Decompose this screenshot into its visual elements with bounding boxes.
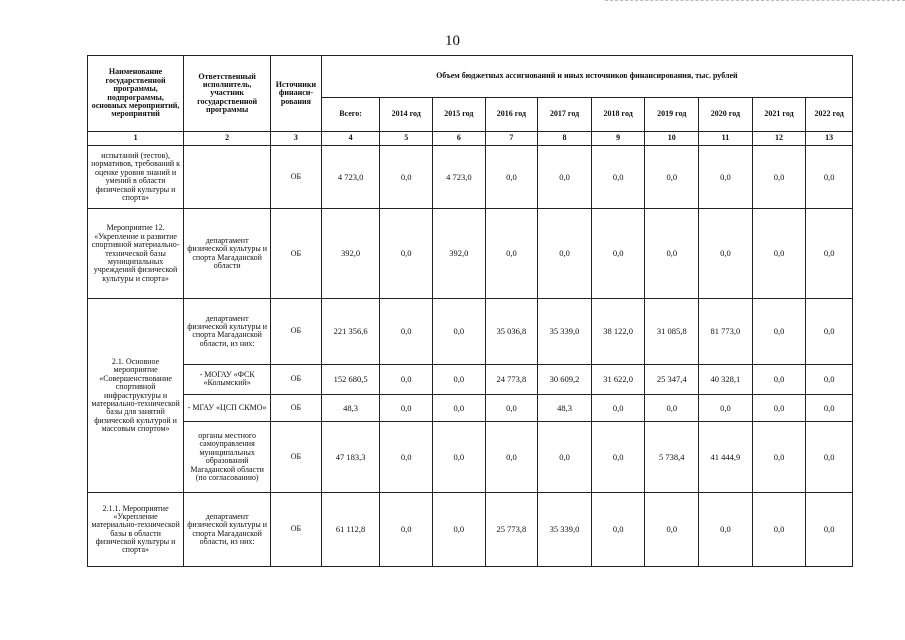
value-cell: 0,0 [433,493,486,567]
header-year: 2018 год [591,98,645,132]
row-source: ОБ [271,493,322,567]
table-row [88,146,853,209]
value-cell: 48,3 [321,395,380,422]
value-cell: 25 773,8 [485,493,538,567]
row-executor: департамент физической культуры и спорта Магаданской области, из них: [184,493,271,567]
value-cell: 0,0 [433,299,486,364]
value-cell: 61 112,8 [321,493,380,567]
value-cell: 221 356,6 [321,299,380,364]
top-edge-mark [605,0,905,2]
value-cell: 0,0 [645,395,699,422]
value-cell: 0,0 [433,421,486,493]
value-cell: 0,0 [752,299,806,364]
value-cell: 0,0 [752,493,806,567]
row-executor: - МГАУ «ЦСП СКМО» [184,395,271,422]
page-number: 10 [445,33,460,49]
header-year: 2022 год [806,98,853,132]
value-cell: 0,0 [433,395,486,422]
row-executor: органы местного самоуправления муниципальных образований Магаданской области (по согласованию) [184,421,271,493]
value-cell: 38 122,0 [591,299,645,364]
value-cell: 0,0 [380,146,433,209]
row-source: ОБ [271,299,322,364]
value-cell: 0,0 [806,364,853,395]
row-source: ОБ [271,395,322,422]
column-number: 11 [699,132,753,146]
column-number: 3 [271,132,322,146]
value-cell: 392,0 [321,209,380,299]
header-name: Наименование государственной программы, подпрограммы, основных мероприятий, мероприятий [88,56,184,132]
column-number: 6 [433,132,486,146]
table-row [88,421,853,493]
value-cell: 4 723,0 [321,146,380,209]
column-number: 10 [645,132,699,146]
value-cell: 0,0 [591,493,645,567]
row-executor [184,146,271,209]
header-year: 2020 год [699,98,753,132]
value-cell: 0,0 [752,146,806,209]
value-cell: 0,0 [699,146,753,209]
column-number: 5 [380,132,433,146]
header-total: Всего: [321,98,380,132]
column-number-row [88,132,853,146]
column-number: 7 [485,132,538,146]
header-year: 2017 год [538,98,592,132]
value-cell: 0,0 [591,395,645,422]
header-executor: Ответственный исполнитель, участник государственной программы [184,56,271,132]
header-volume: Объем бюджетных ассигнований и иных источников финансирования, тыс. рублей [321,56,852,98]
value-cell: 0,0 [538,146,592,209]
value-cell: 0,0 [806,209,853,299]
header-source: Источники финанси-рования [271,56,322,132]
header-row-1 [88,56,853,98]
value-cell: 0,0 [752,364,806,395]
table-row [88,364,853,395]
value-cell: 0,0 [433,364,486,395]
value-cell: 0,0 [538,421,592,493]
value-cell: 0,0 [380,299,433,364]
row-name: Мероприятие 12. «Укрепление и развитие спортивной материально-технической базы муниципальных учреждений физической культуры и спорта» [88,209,184,299]
value-cell: 4 723,0 [433,146,486,209]
value-cell: 0,0 [591,209,645,299]
value-cell: 25 347,4 [645,364,699,395]
value-cell: 0,0 [380,493,433,567]
row-source: ОБ [271,421,322,493]
value-cell: 48,3 [538,395,592,422]
value-cell: 47 183,3 [321,421,380,493]
budget-table [87,55,853,567]
value-cell: 0,0 [806,146,853,209]
value-cell: 0,0 [752,421,806,493]
value-cell: 41 444,9 [699,421,753,493]
column-number: 12 [752,132,806,146]
table-row [88,299,853,364]
value-cell: 35 339,0 [538,299,592,364]
value-cell: 0,0 [645,493,699,567]
header-year: 2021 год [752,98,806,132]
value-cell: 0,0 [699,209,753,299]
value-cell: 40 328,1 [699,364,753,395]
row-name: 2.1.1. Мероприятие «Укрепление материально-технической базы в области физической культуры и спорта» [88,493,184,567]
value-cell: 81 773,0 [699,299,753,364]
value-cell: 30 609,2 [538,364,592,395]
value-cell: 0,0 [806,421,853,493]
row-executor: - МОГАУ «ФСК «Колымский» [184,364,271,395]
value-cell: 0,0 [380,209,433,299]
value-cell: 0,0 [485,395,538,422]
header-year: 2016 год [485,98,538,132]
column-number: 4 [321,132,380,146]
value-cell: 0,0 [485,209,538,299]
value-cell: 0,0 [485,421,538,493]
value-cell: 0,0 [806,299,853,364]
column-number: 2 [184,132,271,146]
row-name: испытаний (тестов), нормативов, требований к оценке уровня знаний и умений в области физической культуры и спорта» [88,146,184,209]
value-cell: 31 622,0 [591,364,645,395]
value-cell: 0,0 [380,395,433,422]
column-number: 8 [538,132,592,146]
column-number: 13 [806,132,853,146]
header-year: 2015 год [433,98,486,132]
value-cell: 0,0 [485,146,538,209]
value-cell: 31 085,8 [645,299,699,364]
row-executor: департамент физической культуры и спорта Магаданской области, из них: [184,299,271,364]
value-cell: 0,0 [591,421,645,493]
table-row [88,395,853,422]
value-cell: 0,0 [752,209,806,299]
value-cell: 35 036,8 [485,299,538,364]
row-executor: департамент физической культуры и спорта Магаданской области [184,209,271,299]
value-cell: 152 680,5 [321,364,380,395]
table-row [88,209,853,299]
header-year: 2014 год [380,98,433,132]
header-year: 2019 год [645,98,699,132]
column-number: 9 [591,132,645,146]
value-cell: 0,0 [806,493,853,567]
table-row [88,493,853,567]
value-cell: 392,0 [433,209,486,299]
value-cell: 0,0 [806,395,853,422]
value-cell: 5 738,4 [645,421,699,493]
row-source: ОБ [271,209,322,299]
row-name: 2.1. Основное мероприятие «Совершенствование спортивной инфраструктуры и материально-технической базы для занятий физической культурой и массовым спортом» [88,299,184,493]
value-cell: 0,0 [380,421,433,493]
value-cell: 0,0 [645,146,699,209]
value-cell: 0,0 [380,364,433,395]
row-source: ОБ [271,364,322,395]
column-number: 1 [88,132,184,146]
value-cell: 35 339,0 [538,493,592,567]
value-cell: 0,0 [645,209,699,299]
row-source: ОБ [271,146,322,209]
value-cell: 0,0 [699,493,753,567]
value-cell: 0,0 [538,209,592,299]
value-cell: 0,0 [752,395,806,422]
value-cell: 0,0 [699,395,753,422]
value-cell: 0,0 [591,146,645,209]
value-cell: 24 773,8 [485,364,538,395]
